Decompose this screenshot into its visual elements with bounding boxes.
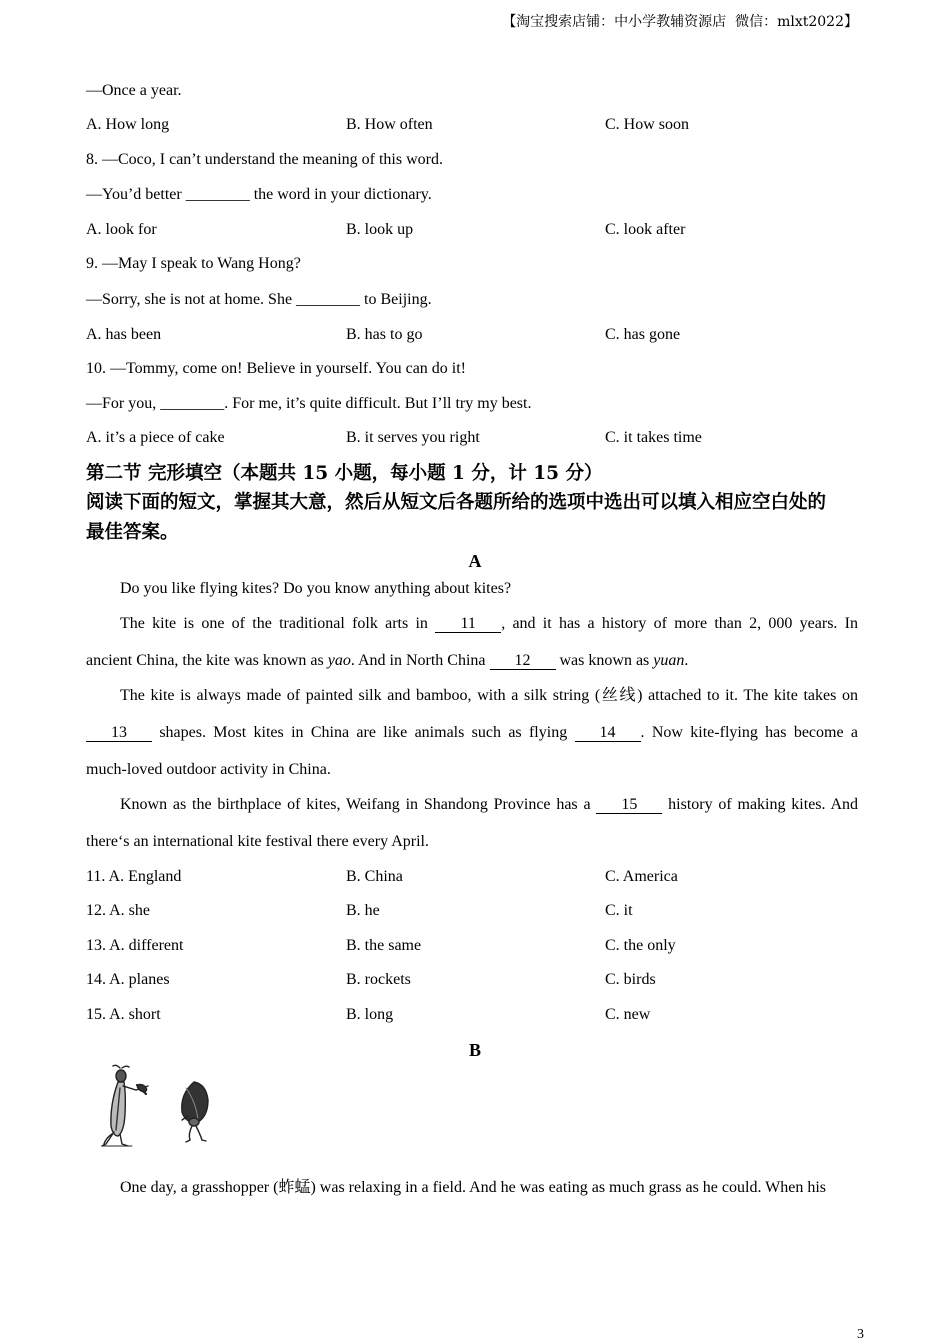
q7-options xyxy=(86,116,858,134)
q10-option-c: C. it takes time xyxy=(605,429,702,446)
q9-options xyxy=(86,326,858,344)
section2-title: 第二节 完形填空（本题共 15 小题，每小题 1 分，计 15 分） xyxy=(86,463,603,484)
q8-option-b: B. look up xyxy=(346,221,414,238)
q8-prompt: 8. —Coco, I can’t understand the meaning of this word. xyxy=(86,151,443,168)
q9-option-b: B. has to go xyxy=(346,326,423,343)
text-segment: . Now kite-flying has become a xyxy=(640,724,858,741)
q15-option-c: C. new xyxy=(605,1006,651,1023)
q11-option-a: 11. A. England xyxy=(86,868,182,885)
q7-option-b: B. How often xyxy=(346,116,433,133)
q8-option-a: A. look for xyxy=(86,221,157,238)
passage-b-label: B xyxy=(468,1040,481,1060)
q10-option-b: B. it serves you right xyxy=(346,429,480,446)
passage-a-paragraph-4-line-1 xyxy=(120,796,858,814)
cloze-blank-11: 11 xyxy=(435,616,501,633)
page-number: 3 xyxy=(857,1327,864,1342)
q9-reply: —Sorry, she is not at home. She ________ to Beijing. xyxy=(86,291,432,308)
q10-options xyxy=(86,429,858,447)
q12-option-b: B. he xyxy=(346,902,380,919)
q10-option-a: A. it’s a piece of cake xyxy=(86,429,225,446)
q8-option-c: C. look after xyxy=(605,221,686,238)
section2-instruction-line2: 最佳答案。 xyxy=(86,522,179,543)
italic-word-yao: yao xyxy=(327,652,351,669)
text-segment: history of making kites. And xyxy=(662,796,858,813)
q13-option-b: B. the same xyxy=(346,937,422,954)
cloze-blank-14: 14 xyxy=(575,725,641,742)
q13-options xyxy=(86,937,858,955)
text-segment: . xyxy=(684,652,689,669)
cloze-blank-12: 12 xyxy=(490,653,556,670)
q9-prompt: 9. —May I speak to Wang Hong? xyxy=(86,255,301,272)
text-segment: was known as xyxy=(555,652,654,669)
q13-option-c: C. the only xyxy=(605,937,676,954)
grasshopper-and-ant-illustration xyxy=(98,1064,218,1150)
q11-option-c: C. America xyxy=(605,868,678,885)
text-segment: , and it has a history of more than 2, 000 years. In xyxy=(501,615,859,632)
passage-a-paragraph-3-line-3: much-loved outdoor activity in China. xyxy=(86,761,331,778)
passage-a-paragraph-2-line-1 xyxy=(120,615,858,633)
shop-header-note: 【淘宝搜索店铺：中小学教辅资源店 微信：mlxt2022】 xyxy=(502,14,858,30)
text-segment: shapes. Most kites in China are like animals such as flying xyxy=(152,724,575,741)
cloze-blank-15: 15 xyxy=(596,797,662,814)
q11-options xyxy=(86,868,858,886)
q7-reply: —Once a year. xyxy=(86,82,182,99)
q10-reply: —For you, ________. For me, it’s quite difficult. But I’ll try my best. xyxy=(86,395,532,412)
q12-option-a: 12. A. she xyxy=(86,902,150,919)
q14-options xyxy=(86,971,858,989)
passage-a-paragraph-4-line-2: there‘s an international kite festival there every April. xyxy=(86,833,429,850)
text-segment: . And in North China xyxy=(350,652,490,669)
italic-word-yuan: yuan xyxy=(653,652,685,669)
ant-figure xyxy=(182,1082,208,1142)
section2-instruction-line1: 阅读下面的短文，掌握其大意，然后从短文后各题所给的选项中选出可以填入相应空白处的 xyxy=(86,492,827,513)
q8-options xyxy=(86,221,858,239)
q9-option-c: C. has gone xyxy=(605,326,681,343)
passage-a-label: A xyxy=(468,551,482,571)
grasshopper-figure xyxy=(102,1065,148,1146)
q15-option-b: B. long xyxy=(346,1006,394,1023)
text-segment: The kite is one of the traditional folk arts in xyxy=(120,615,436,632)
q14-option-c: C. birds xyxy=(605,971,656,988)
passage-a-paragraph-1: Do you like flying kites? Do you know anything about kites? xyxy=(120,580,512,597)
q15-options xyxy=(86,1006,858,1024)
q10-prompt: 10. —Tommy, come on! Believe in yourself. You can do it! xyxy=(86,360,467,377)
q12-options xyxy=(86,902,858,920)
text-segment: ancient China, the kite was known as xyxy=(86,652,328,669)
q11-option-b: B. China xyxy=(346,868,403,885)
q9-option-a: A. has been xyxy=(86,326,162,343)
q14-option-b: B. rockets xyxy=(346,971,411,988)
passage-a-paragraph-3-line-2 xyxy=(86,724,858,742)
passage-a-paragraph-3-line-1 xyxy=(120,687,858,705)
q8-reply: —You’d better ________ the word in your dictionary. xyxy=(86,186,432,203)
passage-b-paragraph-1: One day, a grasshopper (蚱蜢) was relaxing in a field. And he was eating as much grass as he could. When his xyxy=(120,1179,827,1196)
cloze-blank-13: 13 xyxy=(86,725,152,742)
q14-option-a: 14. A. planes xyxy=(86,971,170,988)
passage-a-paragraph-2-line-2 xyxy=(86,652,688,670)
q7-option-c: C. How soon xyxy=(605,116,690,133)
q7-option-a: A. How long xyxy=(86,116,170,133)
text-segment: Known as the birthplace of kites, Weifang in Shandong Province has a xyxy=(120,796,597,813)
q15-option-a: 15. A. short xyxy=(86,1006,161,1023)
q12-option-c: C. it xyxy=(605,902,633,919)
q13-option-a: 13. A. different xyxy=(86,937,184,954)
text-segment: The kite is always made of painted silk and bamboo, with a silk string (丝线) attached to it. The kite takes on xyxy=(120,687,858,704)
